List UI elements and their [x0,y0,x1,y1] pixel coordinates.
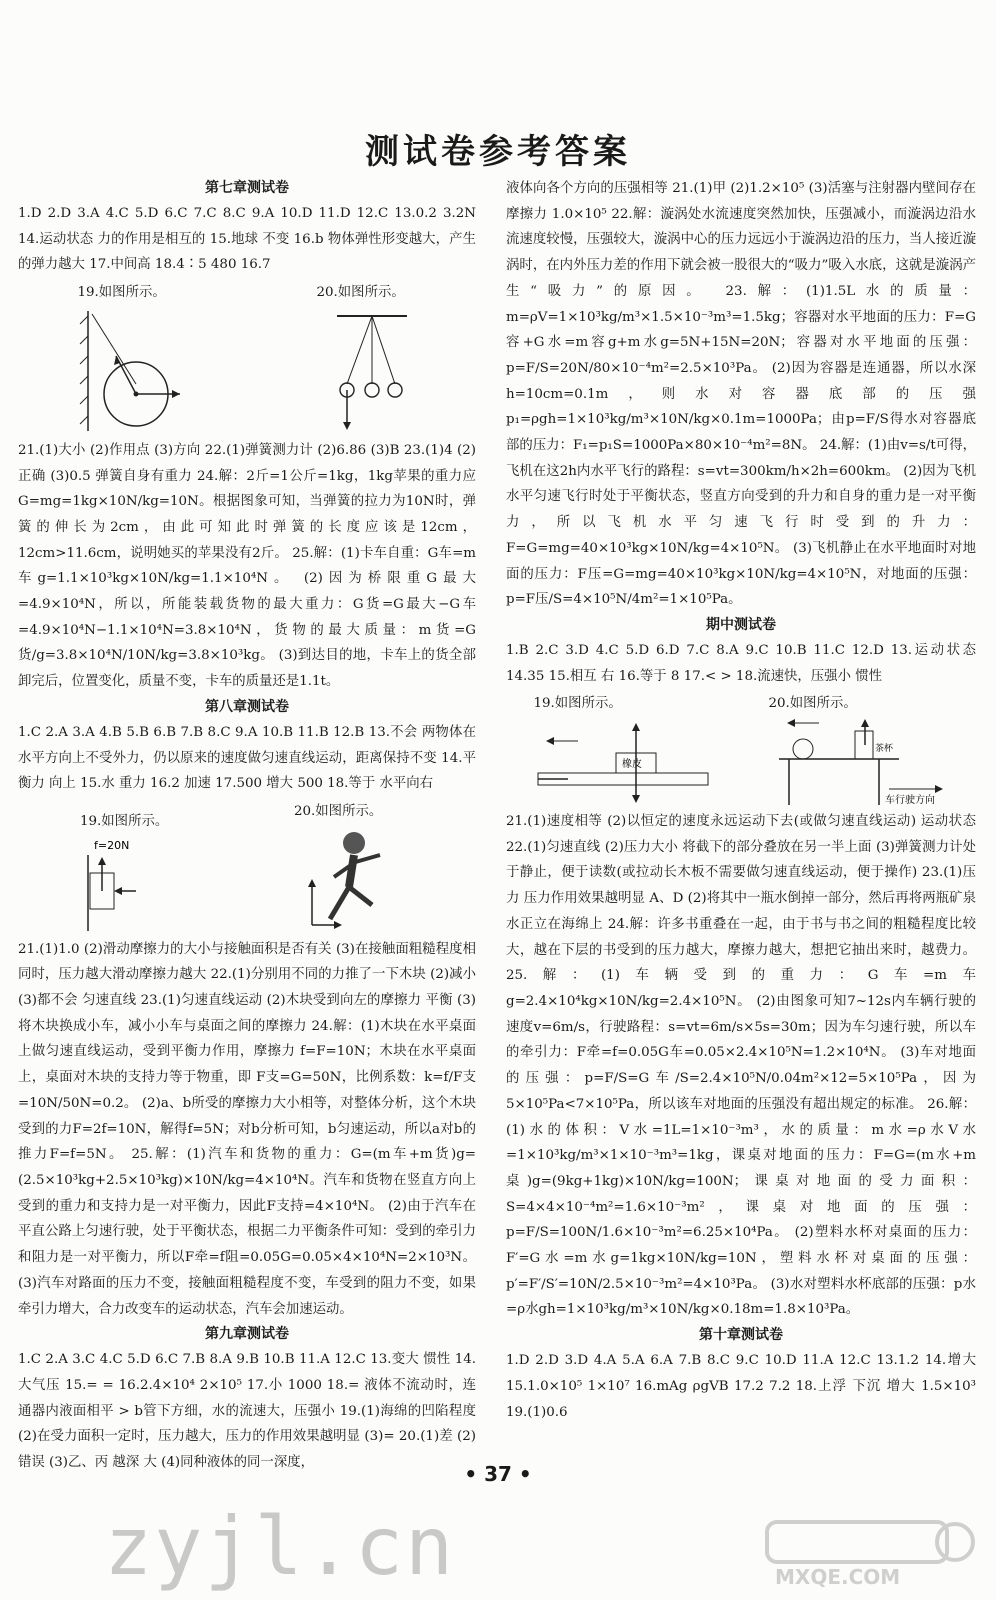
running-boy-diagram [294,825,414,935]
watermark-logo-icon [765,1520,980,1590]
answers-ch9-part1: 1.C 2.A 3.C 4.C 5.D 6.C 7.B 8.A 9.B 10.B 11.A 12.C 13.变大 惯性 14.大气压 15.= = 16.2.4×10⁴ 2×10⁵ 17.小 1000 18.= 液体不流动时，连通器内液面相平 > b管下方细，水的流速大，压强小 19.(1)海绵的凹陷程度 (2)在受力面积一定时，压力越大，压力的作用效果越明显 (3)= 20.(1)差 (2)错误 (3)乙、丙 越深 大 (4)同种液体的同一深度， [18,1352,476,1471]
section-heading-ch8: 第八章测试卷 [205,698,289,715]
page-title: 测试卷参考答案 [365,132,631,172]
direction-label: 车行驶方向 [884,795,935,807]
answers-midterm-part1: 1.B 2.C 3.D 4.C 5.D 6.D 7.C 8.A 9.C 10.B 11.C 12.D 13.运动状态 14.35 15.相互 右 16.等于 8 17.< > 18.流速快，压强小 惯性 [506,642,976,684]
watermark-logo-text: MXQE.COM [775,1565,901,1589]
right-column [506,176,976,1425]
answers-ch8-part2: 21.(1)1.0 (2)滑动摩擦力的大小与接触面积是否有关 (3)在接触面粗糙程度相同时，压力越大滑动摩擦力越大 22.(1)分别用不同的力推了一下木块 (2)减小 (3)都不会 匀速直线 23.(1)匀速直线运动 (2)木块受到向左的摩擦力 平衡 (3)将木块换成小车，减小小车与桌面之间的摩擦力 24.解：(1)木块在水平桌面上做匀速直线运动，受到平衡力作用，摩擦力 f=F=10N；木块在水平桌面上，桌面对木块的支持力等于物重，即 F支=G=50N，比例系数：k=f/F支=10N/50N=0.2。 (2)a、b所受的摩擦力大小相等，对整体分析，这个木块受到的力F=2f=10N，解得f=5N；对b分析可知，b匀速运动，所以a对b的推力F=f=5N。 25.解：(1)汽车和货物的重力：G=(m车+m货)g=(2.5×10³kg+2.5×10³kg)×10N/kg=4×10⁴N。汽车和货物在竖直方向上受到的重力和支持力是一对平衡力，因此F支持=4×10⁴N。 (2)由于汽车在平直公路上匀速行驶，处于平衡状态，根据二力平衡条件可知：受到的牵引力和阻力是一对平衡力，所以F牵=f阻=0.05G=0.05×4×10⁴N=2×10³N。 (3)汽车对路面的压力不变，接触面粗糙程度不变，车受到的阻力不变，如果牵引力增大，合力改变车的运动状态，汽车会加速运动。 [18,941,476,1317]
watermark-text: zyjl.cn [104,1500,456,1593]
figure-caption-19b: 19.如图所示。 [80,813,169,829]
pendulum-balls-diagram [317,306,417,436]
answers-ch7-part1: 1.D 2.D 3.A 4.C 5.D 6.C 7.C 8.C 9.A 10.D 11.D 12.C 13.0.2 3.2N 14.运动状态 力的作用是相互的 15.地球 不变 16.b 物体弹性形变越大，产生的弹力越大 17.中间高 18.4∶5 480 16.7 [18,206,476,273]
answers-ch8-part1: 1.C 2.A 3.A 4.B 5.B 6.B 7.B 8.C 9.A 10.B 11.B 12.B 13.不会 两物体在水平方向上不受外力，仍以原来的速度做匀速直线运动，距离保持不变 14.平衡力 向上 15.水 重力 16.2 加速 17.500 增大 500 18.等于 水平向右 [18,724,476,792]
eraser-label: 橡皮 [621,759,642,771]
friction-label: f=20N [94,838,130,852]
page-number: • 37 • [464,1462,532,1486]
section-heading-ch7: 第七章测试卷 [205,180,289,196]
section-heading-midterm: 期中测试卷 [706,616,776,633]
cup-label: 茶杯 [874,744,893,755]
figure-caption-mid19: 19.如图所示。 [533,696,622,712]
answers-ch9-part2: 液体向各个方向的压强相等 21.(1)甲 (2)1.2×10⁵ (3)活塞与注射器内壁间存在摩擦力 1.0×10⁵ 22.解：漩涡处水流速度突然加快，压强减小，而漩涡边沿水流速度较慢，压强较大，漩涡中心的压力远远小于漩涡边沿的压力，当人接近漩涡时，在内外压力差的作用下就会被一股很大的“吸力”吸入水底，这就是漩涡产生“吸力”的原因。 23.解：(1)1.5L水的质量：m=ρV=1×10³kg/m³×1.5×10⁻³m³=1.5kg；容器对水平地面的压力：F=G容+G水=m容g+m水g=5N+15N=20N；容器对水平地面的压强：p=F/S=20N/80×10⁻⁴m²=2.5×10³Pa。 (2)因为容器是连通器，所以水深h=10cm=0.1m，则水对容器底部的压强 p₁=ρgh=1×10³kg/m³×10N/kg×0.1m=1000Pa；由p=F/S得水对容器底部的压力：F₁=p₁S=1000Pa×80×10⁻⁴m²=8N。 24.解：(1)由v=s/t可得，飞机在这2h内水平飞行的路程：s=vt=300km/h×2h=600km。 (2)因为飞机水平匀速飞行时处于平衡状态，竖直方向受到的升力和自身的重力是一对平衡力，所以飞机水平匀速飞行时受到的升力：F=G=mg=40×10³kg×10N/kg=4×10⁵N。 (3)飞机静止在水平地面时对地面的压力：F压=G=mg=40×10³kg×10N/kg=4×10⁵N，对地面的压强：p=F压/S=4×10⁵N/4m²=1×10⁵Pa。 [506,181,976,608]
figure-caption-mid20: 20.如图所示。 [768,696,857,712]
figure-caption-20b: 20.如图所示。 [294,803,383,819]
figure-row-ch8 [18,799,476,935]
section-heading-ch10: 第十章测试卷 [699,1327,783,1344]
cup-on-cart-diagram [769,717,949,807]
ball-on-wall-diagram [78,306,198,436]
section-heading-ch9: 第九章测试卷 [205,1326,289,1343]
left-column [18,176,476,1476]
figure-row-ch7 [18,280,476,436]
block-on-wall-diagram [80,835,170,935]
figure-row-midterm [506,691,976,807]
answers-midterm-part2: 21.(1)速度相等 (2)以恒定的速度永远运动下去(或做匀速直线运动) 运动状态 22.(1)匀速直线 (2)压力大小 将截下的部分叠放在另一半上面 (3)弹簧测力计处于静止，便于读数(或拉动长木板不需要做匀速直线运动，便于操作) 23.(1)压力 压力作用效果越明显 A、D (2)将其中一瓶水倒掉一部分，然后再将两瓶矿泉水正立在海绵上 24.解：许多书重叠在一起，由于书与书之间的粗糙程度比较大，越在下层的书受到的压力越大，摩擦力越大，想把它抽出来时，越费力。 25.解：(1)车辆受到的重力：G车=m车g=2.4×10⁴kg×10N/kg=2.4×10⁵N。 (2)由图象可知7~12s内车辆行驶的速度v=6m/s，行驶路程：s=vt=6m/s×5s=30m；因为车匀速行驶，所以车的牵引力：F牵=f=0.05G车=0.05×2.4×10⁵N=1.2×10⁴N。 (3)车对地面的压强：p=F/S=G车/S=2.4×10⁵N/0.04m²×12=5×10⁵Pa，因为5×10⁵Pa<7×10⁵Pa，所以该车对地面的压强没有超出规定的标准。 26.解：(1)水的体积：V水=1L=1×10⁻³m³，水的质量：m水=ρ水V水=1×10³kg/m³×1×10⁻³m³=1kg，课桌对地面的压力：F=G=(m水+m桌)g=(9kg+1kg)×10N/kg=100N；课桌对地面的受力面积：S=4×4×10⁻⁴m²=1.6×10⁻³m²，课桌对地面的压强：p=F/S=100N/1.6×10⁻³m²=6.25×10⁴Pa。 (2)塑料水杯对桌面的压力：F′=G水=m水g=1kg×10N/kg=10N，塑料水杯对桌面的压强：p′=F′/S′=10N/2.5×10⁻³m²=4×10³Pa。 (3)水对塑料水杯底部的压强：p水=ρ水gh=1×10³kg/m³×10N/kg×0.18m=1.8×10³Pa。 [506,814,976,1318]
figure-caption-19: 19.如图所示。 [77,285,166,301]
eraser-on-board-diagram [534,717,714,807]
answers-ch10-part1: 1.D 2.D 3.D 4.A 5.A 6.A 7.B 8.C 9.C 10.D 11.A 12.C 13.1.2 14.增大 15.1.0×10⁵ 1×10⁷ 16.mAg ρgVB 17.2 7.2 18.上浮 下沉 增大 1.5×10³ 19.(1)0.6 [506,1353,976,1420]
figure-caption-20: 20.如图所示。 [316,285,405,301]
answers-ch7-part2: 21.(1)大小 (2)作用点 (3)方向 22.(1)弹簧测力计 (2)6.86 (3)B 23.(1)4 (2)正确 (3)0.5 弹簧自身有重力 24.解：2斤=1公斤=1kg，1kg苹果的重力应G=mg=1kg×10N/kg=10N。根据图象可知，当弹簧的拉力为10N时，弹簧的伸长为2cm，由此可知此时弹簧的长度应该是12cm，12cm>11.6cm，说明她买的苹果没有2斤。 25.解：(1)卡车自重：G车=m车g=1.1×10³kg×10N/kg=1.1×10⁴N。 (2)因为桥限重G最大=4.9×10⁴N，所以，所能装载货物的最大重力：G货=G最大−G车=4.9×10⁴N−1.1×10⁴N=3.8×10⁴N，货物的最大质量：m货=G货/g=3.8×10⁴N/10N/kg=3.8×10³kg。 (3)到达目的地，卡车上的货全部卸完后，位置变化，质量不变，卡车的质量还是1.1t。 [18,442,476,690]
watermark-logo [765,1520,980,1590]
